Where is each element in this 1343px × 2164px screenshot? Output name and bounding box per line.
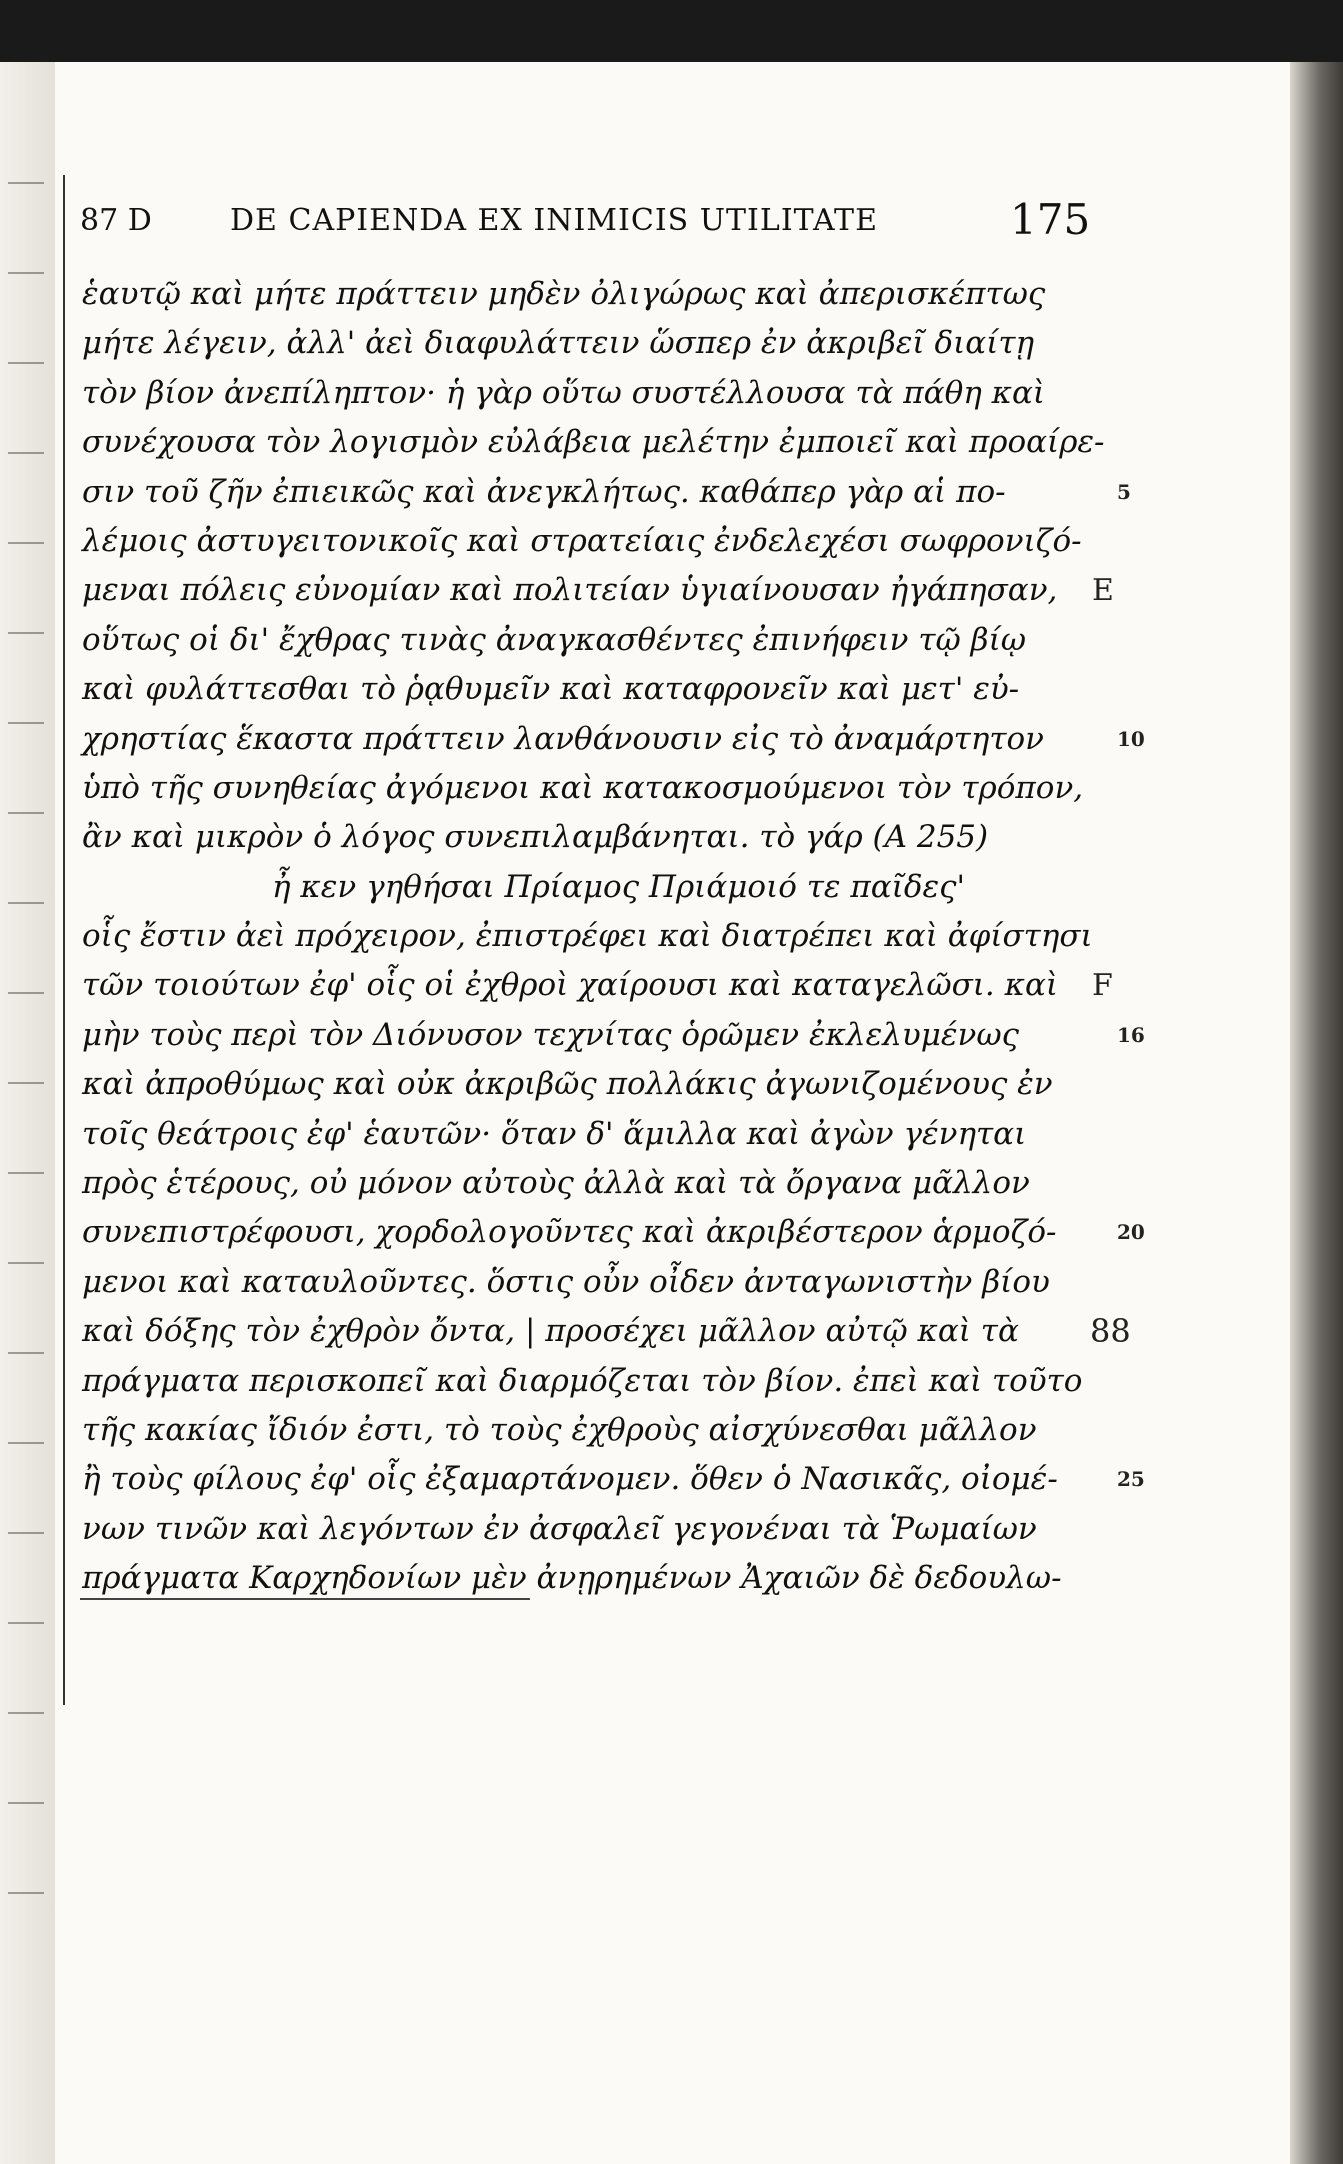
text-line (82, 1011, 1145, 1060)
line-number-marker: 20 (1117, 1220, 1145, 1245)
line-text: καὶ φυλάττεσθαι τὸ ῥᾳθυμεῖν καὶ καταφρονεῖν καὶ μετ' εὐ- (82, 671, 1020, 708)
text-line (82, 517, 1092, 566)
text-line (82, 1110, 1092, 1159)
text-line (82, 1258, 1092, 1307)
text-line (82, 1455, 1145, 1504)
text-line (82, 961, 1113, 1010)
text-line (82, 1505, 1092, 1554)
verse-quotation-line (82, 863, 1092, 912)
facing-page-edge (0, 62, 55, 2164)
line-number-marker: 10 (1117, 726, 1145, 751)
text-line (82, 1208, 1145, 1257)
section-marker: F (1092, 968, 1113, 1004)
line-text: ἑαυτῷ καὶ μήτε πράττειν μηδὲν ὀλιγώρως καὶ ἀπερισκέπτως (82, 276, 1046, 312)
text-line (82, 1554, 1092, 1603)
text-line (82, 1357, 1092, 1406)
line-text: καὶ δόξης τὸν ἐχθρὸν ὄντα, | προσέχει μᾶλλον αὐτῷ καὶ τὰ (82, 1313, 1019, 1350)
text-line (82, 715, 1145, 764)
text-line (82, 813, 1092, 862)
text-line (82, 1406, 1092, 1455)
text-line (82, 1060, 1092, 1109)
footnote-rule (80, 1598, 530, 1600)
text-line (82, 665, 1092, 714)
text-line (82, 616, 1092, 665)
line-text: πράγματα περισκοπεῖ καὶ διαρμόζεται τὸν βίον. ἐπεὶ καὶ τοῦτο (82, 1362, 1083, 1399)
running-title: DE CAPIENDA EX INIMICIS UTILITATE (230, 203, 878, 238)
line-number-marker: 25 (1117, 1467, 1145, 1492)
line-text: οὕτως οἱ δι' ἔχθρας τινὰς ἀναγκασθέντες ἐπινήφειν τῷ βίῳ (82, 621, 1027, 658)
line-text: συνεπιστρέφουσι, χορδολογοῦντες καὶ ἀκριβέστερον ἁρμοζό- (82, 1214, 1057, 1251)
line-text: σιν τοῦ ζῆν ἐπιεικῶς καὶ ἀνεγκλήτως. καθάπερ γὰρ αἱ πο- (82, 473, 1006, 510)
page-gutter-shadow (1290, 62, 1343, 2164)
line-text: πρὸς ἑτέρους, οὐ μόνον αὐτοὺς ἀλλὰ καὶ τὰ ὄργανα μᾶλλον (82, 1165, 1030, 1202)
line-text: πράγματα Καρχηδονίων μὲν ἀνῃρημένων Ἀχαιῶν δὲ δεδουλω- (82, 1560, 1062, 1597)
text-line (82, 468, 1131, 517)
line-text: οἷς ἔστιν ἀεὶ πρόχειρον, ἐπιστρέφει καὶ διατρέπει καὶ ἀφίστησι (82, 918, 1093, 955)
line-text: τῆς κακίας ἴδιόν ἐστι, τὸ τοὺς ἐχθροὺς αἰσχύνεσθαι μᾶλλον (82, 1411, 1037, 1448)
stephanus-reference: 87 D (80, 203, 152, 238)
page-number: 175 (1010, 195, 1091, 244)
scan-dark-margin (0, 0, 1343, 62)
line-text: ἢ τοὺς φίλους ἐφ' οἷς ἐξαμαρτάνομεν. ὅθεν ὁ Νασικᾶς, οἰομέ- (82, 1461, 1058, 1498)
text-line (82, 270, 1092, 319)
line-text: μενοι καὶ καταυλοῦντες. ὅστις οὖν οἶδεν ἀνταγωνιστὴν βίου (82, 1263, 1050, 1300)
line-text: μήτε λέγειν, ἀλλ' ἀεὶ διαφυλάττειν ὥσπερ ἐν ἀκριβεῖ διαίτῃ (82, 325, 1035, 362)
text-line (82, 319, 1092, 368)
line-number-marker: 16 (1117, 1022, 1145, 1047)
line-text: ἂν καὶ μικρὸν ὁ λόγος συνεπιλαμβάνηται. τὸ γάρ (Α 255) (82, 819, 989, 856)
line-text: χρηστίας ἕκαστα πράττειν λανθάνουσιν εἰς τὸ ἀναμάρτητον (82, 720, 1044, 757)
text-line (82, 369, 1092, 418)
text-line (82, 1159, 1092, 1208)
text-line (82, 912, 1092, 961)
line-text: τὸν βίον ἀνεπίληπτον· ἡ γὰρ οὕτω συστέλλουσα τὰ πάθη καὶ (82, 374, 1046, 411)
running-header (80, 195, 1091, 255)
line-number-marker: 88 (1090, 1312, 1131, 1351)
binding-line (63, 175, 65, 1705)
line-text: ὑπὸ τῆς συνηθείας ἀγόμενοι καὶ κατακοσμούμενοι τὸν τρόπον, (82, 769, 1084, 806)
line-text: λέμοις ἀστυγειτονικοῖς καὶ στρατείαις ἐνδελεχέσι σωφρονιζό- (82, 522, 1082, 559)
line-text: τοῖς θεάτροις ἐφ' ἑαυτῶν· ὅταν δ' ἅμιλλα καὶ ἀγὼν γένηται (82, 1115, 1027, 1152)
line-text: μεναι πόλεις εὐνομίαν καὶ πολιτείαν ὑγιαίνουσαν ἠγάπησαν, (82, 572, 1058, 609)
section-marker: E (1092, 573, 1114, 609)
line-text: τῶν τοιούτων ἐφ' οἷς οἱ ἐχθροὶ χαίρουσι καὶ καταγελῶσι. καὶ (82, 967, 1059, 1004)
text-line (82, 418, 1105, 467)
line-text: μὴν τοὺς περὶ τὸν Διόνυσον τεχνίτας ὁρῶμεν ἐκλελυμένως (82, 1016, 1019, 1053)
line-text: νων τινῶν καὶ λεγόντων ἐν ἀσφαλεῖ γεγονέναι τὰ Ῥωμαίων (82, 1510, 1037, 1547)
greek-text-body (82, 270, 1145, 1604)
line-text: καὶ ἀπροθύμως καὶ οὐκ ἀκριβῶς πολλάκις ἀγωνιζομένους ἐν (82, 1066, 1053, 1103)
line-text: συνέχουσα τὸν λογισμὸν εὐλάβεια μελέτην ἐμποιεῖ καὶ προαίρε- (82, 424, 1105, 461)
line-number-marker: 5 (1117, 479, 1131, 504)
text-line (82, 1307, 1131, 1356)
text-line (82, 764, 1092, 813)
text-line (82, 566, 1114, 615)
line-text: ἦ κεν γηθήσαι Πρίαμος Πριάμοιό τε παῖδες' (272, 868, 966, 905)
